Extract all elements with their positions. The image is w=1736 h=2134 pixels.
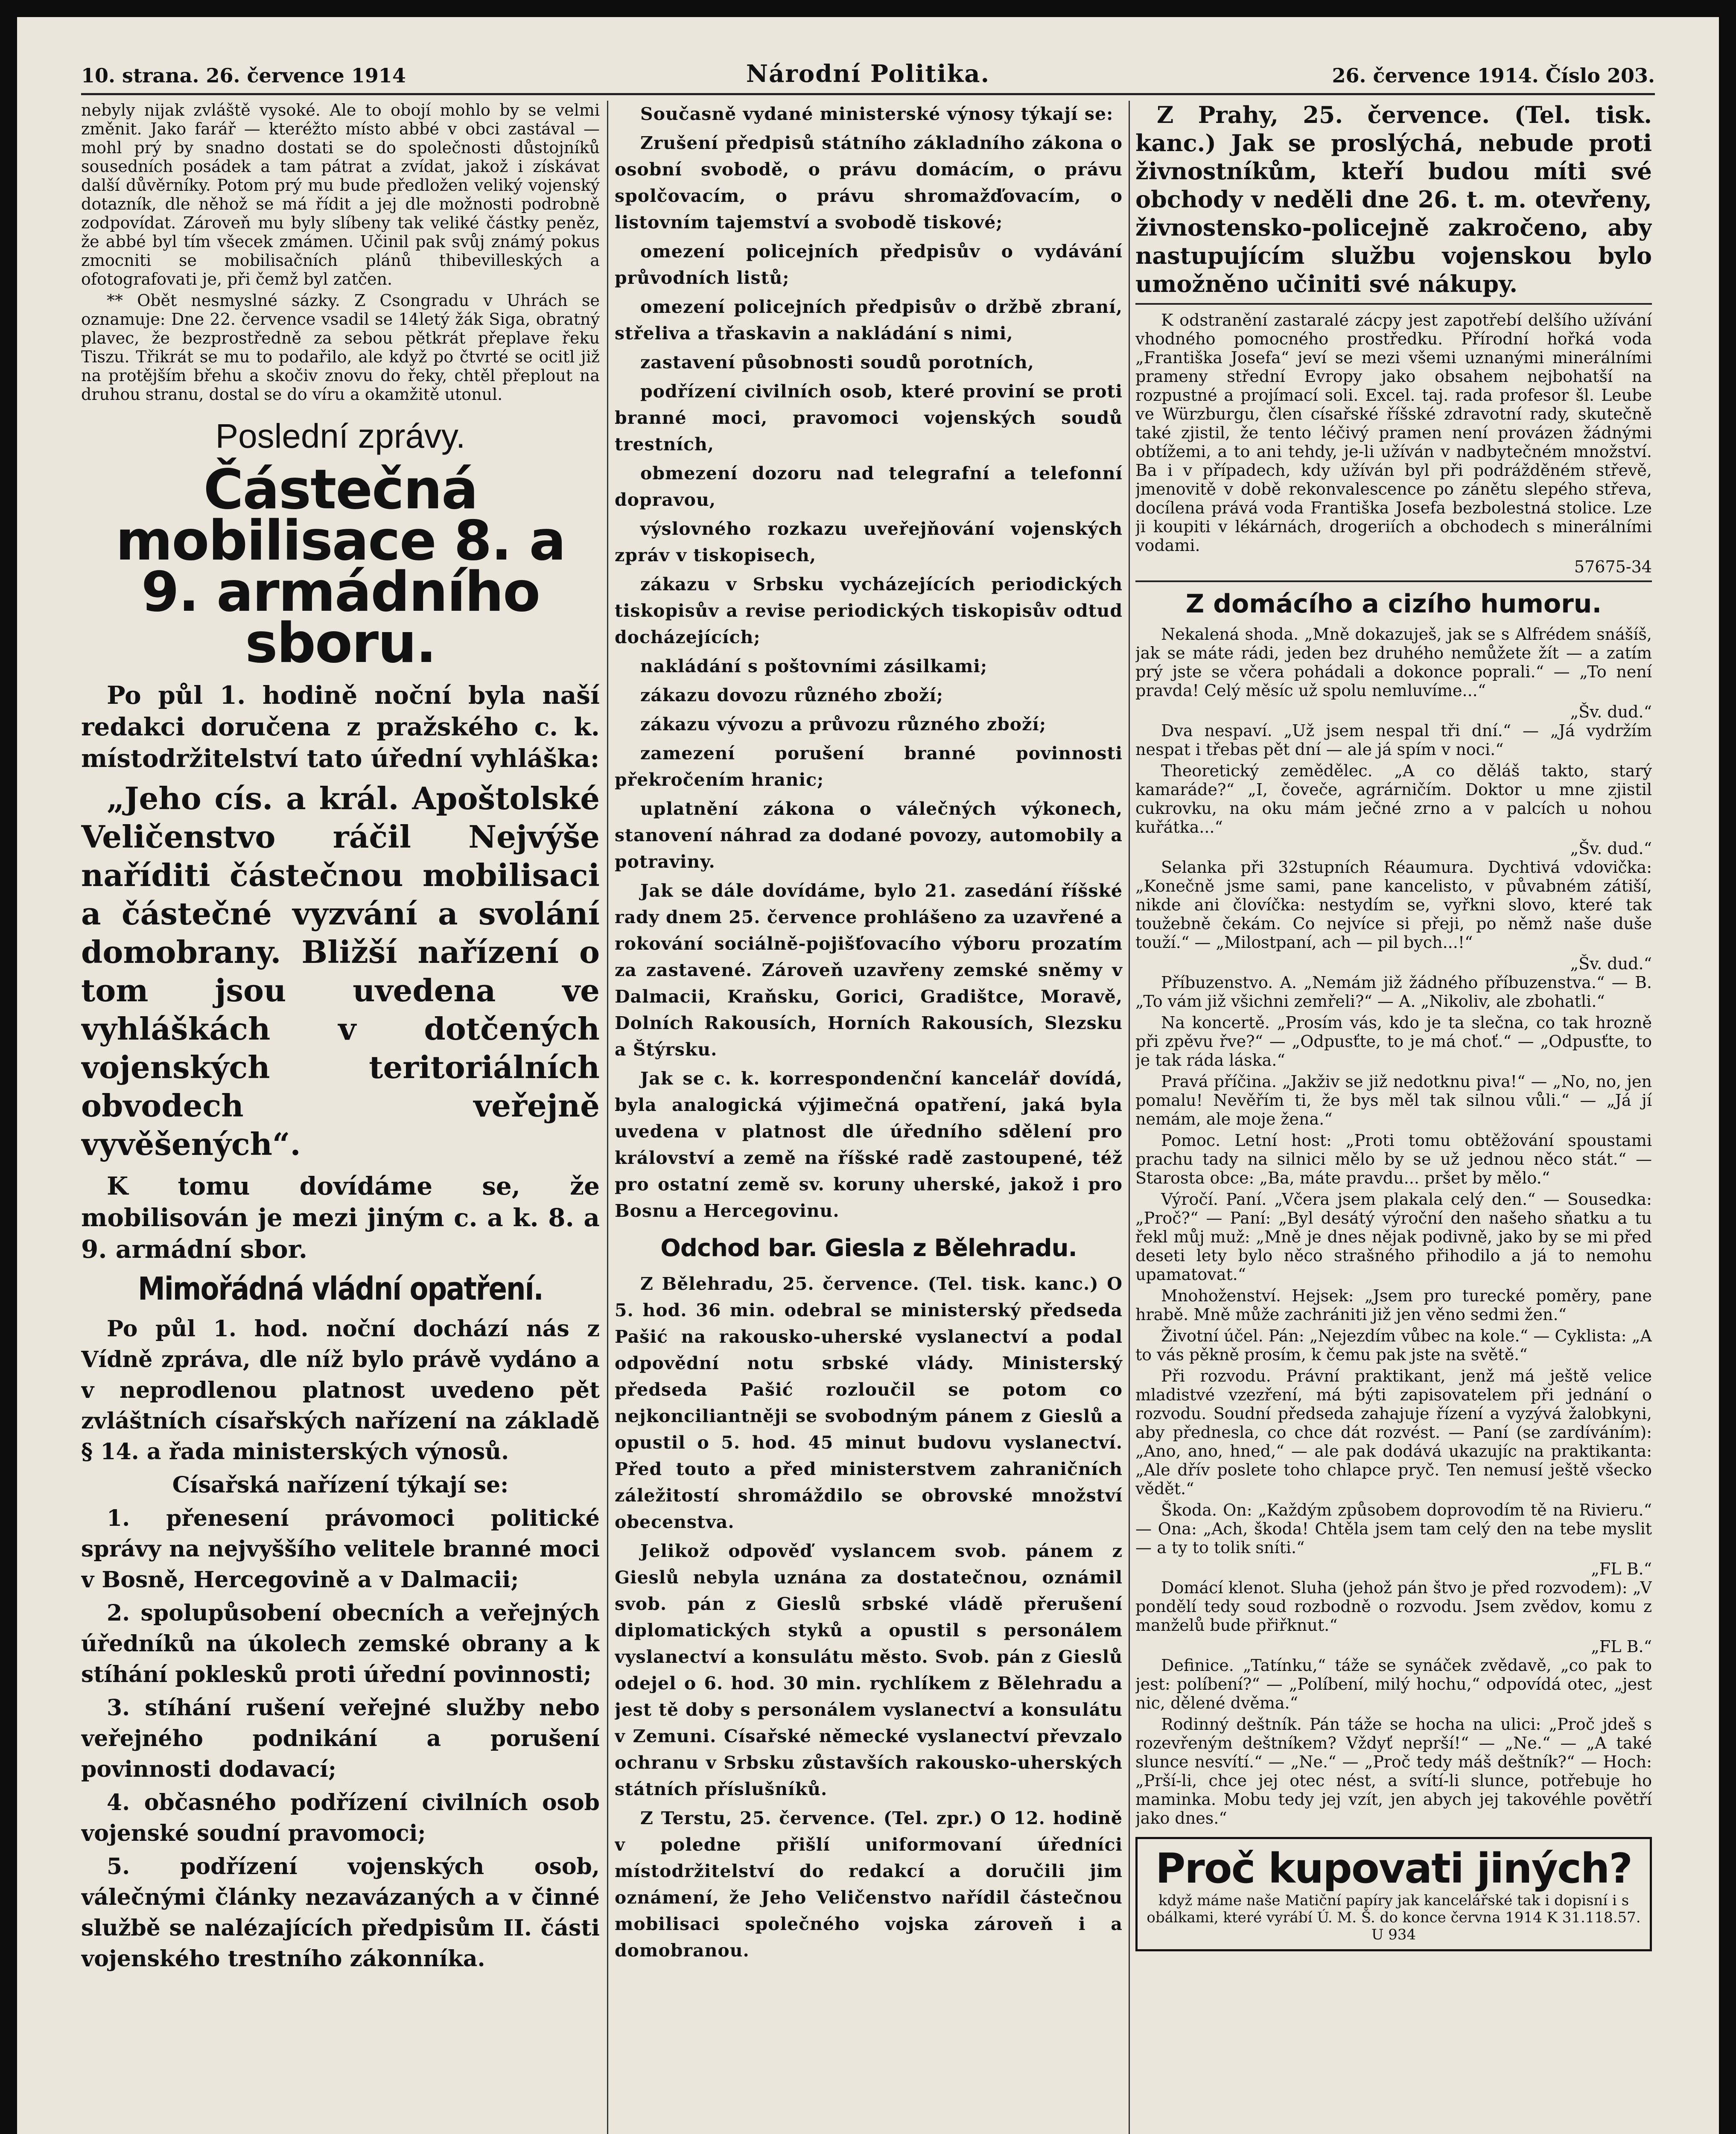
joke: Pomoc. Letní host: „Proti tomu obtěžování spoustami prachu tady na silnici mělo by se už jednou něco stát.“ — Starosta obce: „Ba, máte pravdu... pršet by mělo.“ xyxy=(1135,1131,1652,1187)
decree-item: 4. občasného podřízení civilních osob vojenské soudní pravomoci; xyxy=(81,1790,600,1846)
trieste-report: Z Terstu, 25. července. (Tel. zpr.) O 12. hodině v poledne přišlí uniformovaní úředníci místodržitelství do redakcí a doručili jim oznámení, že Jeho Veličenstvo nařídil částečnou mobilisaci společného vojska zároveň i a domobranou. xyxy=(615,1808,1123,1961)
ministerial-item: Zrušení předpisů státního základního zákona o osobní svobodě, o právu domácím, o právu spolčovacím, o právu shromažďovacím, o listovním tajemství a svobodě tiskové; xyxy=(615,133,1123,233)
advert-code: 57675-34 xyxy=(1574,557,1652,576)
advert-headline: Proč kupovati jiných? xyxy=(1155,1845,1632,1892)
joke-signature: „Šv. dud.“ xyxy=(1570,839,1652,858)
newspaper-page xyxy=(17,17,1719,2134)
joke: Nekalená shoda. „Mně dokazuješ, jak se s Alfrédem snášíš, jak se máte rádi, jeden bez druhého nemůžete žít — a zatím prý jste se včera pohádali a dokonce poprali.“ — „To není pravda! Celý měsíc už spolu nemluvíme...“ xyxy=(1135,625,1652,700)
joke: Selanka při 32stupních Réaumura. Dychtivá vdovička: „Konečně jsme sami, pane kancelisto, v půvabném zátiší, nikde ani človíčka: nestydím se, vyřkni slovo, které tak toužebně čekám. Co nejvíce si přeji, po němž naše duše touží.“ — „Milostpaní, ach — pil bych...!“ xyxy=(1135,858,1652,952)
article-continuation: nebyly nijak zvláště vysoké. Ale to obojí mohlo by se velmi změnit. Jako farář — kteréžto místo abbé v obci zastával — mohl prý by snadno dostati se do společnosti důstojníků sousedních posádek a tam pátrat a zvídat, jakož i získávat další důvěrníky. Potom prý mu bude předložen veliký vojenský dotazník, dle něhož se má řídit a jej dle možnosti podrobně zodpovídat. Zároveň mu byly slíbeny tak veliké částky peněz, že abbé byl tím všecek zmámen. Učinil pak svůj známý pokus zmocniti se mobilisačních plánů thibevilleských a ofotografovati je, při čemž byl zatčen. xyxy=(81,101,600,289)
ministerial-item: zastavení působnosti soudů porotních, xyxy=(640,352,1034,373)
joke: Při rozvodu. Právní praktikant, jenž má ještě velice mladistvé vzezření, má býti zapisovatelem při jednání o rozvodu. Soudní předseda zahajuje řízení a vyzývá žalobkyni, aby přednesla, co chce dát rozvést. — Paní (se zardíváním): „Ano, ano, hned,“ — ale pak dodává ukazujíc na praktikanta: „Ale dřív poslete toho chlapce pryč. Ten nemusí ještě všecko vědět.“ xyxy=(1135,1367,1652,1498)
headline-giesl-departure: Odchod bar. Giesla z Bělehradu. xyxy=(660,1234,1077,1262)
joke: Životní účel. Pán: „Nejezdím vůbec na kole.“ — Cyklista: „A to vás pěkně prosím, k čemu pak jste na světě.“ xyxy=(1135,1326,1652,1364)
ministerial-item: obmezení dozoru nad telegrafní a telefonní dopravou, xyxy=(615,463,1123,510)
news-hungary-measures: Jak se c. k. korrespondenční kancelář dovídá, byla analogická výjimečná opatření, jaká byla uvedena v platnost dle úředního sdělení pro království a země na říšské radě zastoupené, též pro ostatní země sv. koruny uherské, jakož i pro Bosnu a Hercegovinu. xyxy=(615,1068,1123,1221)
joke-signature: „Šv. dud.“ xyxy=(1570,703,1652,721)
ministerial-item: podřízení civilních osob, které proviní se proti branné moci, pravomoci vojenských soudů trestních, xyxy=(615,381,1123,455)
news-parliament-closed: Jak se dále dovídáme, bylo 21. zasedání říšské rady dnem 25. července prohlášeno za uzavřené a rokování sociálně-pojišťovacího výboru prozatím za zastavené. Zároveň uzavřeny zemské sněmy v Dalmacii, Kraňsku, Gorici, Gradištce, Moravě, Dolních Rakousích, Horních Rakousích, Slezsku a Štýrsku. xyxy=(615,880,1123,1060)
measures-lead: Po půl 1. hod. noční dochází nás z Vídně zpráva, dle níž bylo právě vydáno a v neprodlenou platnost uvedeno pět zvláštních císařských nařízení na základě § 14. a řada ministerských výnosů. xyxy=(81,1316,600,1465)
ministerial-lead: Současně vydané ministerské výnosy týkají se: xyxy=(640,104,1114,124)
page-header xyxy=(81,60,1655,94)
ministerial-item: omezení policejních předpisův o vydávání průvodních listů; xyxy=(615,241,1123,288)
joke: Na koncertě. „Prosím vás, kdo je ta slečna, co tak hrozně při zpěvu řve?“ — „Odpusťte, to je má choť.“ — „Odpusťte, to je tak ráda láska.“ xyxy=(1135,1013,1652,1070)
news-item-bet: ** Obět nesmyslné sázky. Z Csongradu v Uhrách se oznamuje: Dne 22. července vsadil se 14letý žák Siga, obratný plavec, že bezprostředně za sebou pětkrát přeplave řeku Tiszu. Třikrát se mu to podařilo, ale když po čtvrté se ocitl již na protějším břehu a skočiv znovu do řeky, chtěl přeplout na druhou stranu, dostal se do víru a okamžitě utonul. xyxy=(81,291,600,404)
joke: Domácí klenot. Sluha (jehož pán štvo je před rozvodem): „V pondělí tedy soud rozbodně o rozvodu. Jsem zvědov, komu z manželů bude přiřknut.“ xyxy=(1135,1578,1652,1635)
advert-text: když máme naše Matiční papíry jak kancelářské tak i dopisní i s obálkami, které vyrábí Ú. M. Š. do konce června 1914 K 31.118.57. U 934 xyxy=(1147,1892,1641,1943)
ministerial-item: zákazu dovozu různého zboží; xyxy=(640,685,944,706)
ministerial-item: zamezení porušení branné povinnosti překročením hranic; xyxy=(615,743,1123,790)
column-1 xyxy=(81,101,600,2134)
section-latest-news: Poslední zprávy. xyxy=(215,417,466,455)
joke: Výročí. Paní. „Včera jsem plakala celý den.“ — Sousedka: „Proč?“ — Paní: „Byl desátý výroční den našeho sňatku a tu řekl můj muž: „Mně je dnes nějak podivně, jako by se mi před deseti lety bylo něco strašného přihodilo a já to nemohu upamatovat.“ xyxy=(1135,1190,1652,1284)
ministerial-item: výslovného rozkazu uveřejňování vojenských zpráv v tiskopisech, xyxy=(615,519,1123,566)
joke: Škoda. On: „Každým způsobem doprovodím tě na Rivieru.“ — Ona: „Ach, škoda! Chtěla jsem tam celý den na tebe myslit — a ty to tolik sníti.“ xyxy=(1135,1501,1652,1557)
header-left: 10. strana. 26. července 1914 xyxy=(81,64,406,87)
joke-signature: „FL B.“ xyxy=(1591,1560,1652,1578)
measures-subhead: Císařská nařízení týkají se: xyxy=(172,1472,509,1498)
headline-mobilisation: Částečná mobilisace 8. a 9. armádního sboru. xyxy=(116,458,565,675)
decree-item: 2. spolupůsobení obecních a veřejných úředníků na úkolech zemské obrany a k stíhání poklesků proti úřední povinnosti; xyxy=(81,1600,600,1688)
joke: Pravá příčina. „Jakživ se již nedotknu piva!“ — „No, no, jen pomalu! Nevěřím ti, že bys měl tak silnou vůli.“ — „Já jí nemám, ale moje žena.“ xyxy=(1135,1072,1652,1128)
ministerial-item: nakládání s poštovními zásilkami; xyxy=(640,656,988,676)
ministerial-item: omezení policejních předpisův o držbě zbraní, střeliva a třaskavin a nakládání s nimi, xyxy=(615,297,1123,344)
divider xyxy=(1135,580,1652,582)
decree-item: 5. podřízení vojenských osob, válečnými články nezavázaných a v činné službě se nalézajících předpisům II. části vojenského trestního zákonníka. xyxy=(81,1854,600,1972)
column-separator-1 xyxy=(607,101,608,2134)
masthead: Národní Politika. xyxy=(746,60,990,88)
header-right: 26. července 1914. Číslo 203. xyxy=(1332,64,1655,87)
joke-signature: „FL B.“ xyxy=(1591,1637,1652,1656)
advert-matice-papers xyxy=(1135,1837,1652,1951)
column-2 xyxy=(615,101,1123,2134)
giesl-report-1: Z Bělehradu, 25. července. (Tel. tisk. kanc.) O 5. hod. 36 min. odebral se ministerský předseda Pašić na rakousko-uherské vyslanectví a podal odpovědní notu srbské vlády. Ministerský předseda Pašić rozloučil se potom co nejkonciliantněji se svobodným pánem z Gieslů a opustil o 5. hod. 45 minut budovu vyslanectví. Před touto a před ministerstvem zahraničních záležitostí shromáždilo se obrovské množství obecenstva. xyxy=(615,1274,1123,1532)
headline-extraordinary-measures: Mimořádná vládní opatření. xyxy=(138,1271,543,1308)
column-3 xyxy=(1135,101,1652,2134)
joke: Dva nespaví. „Už jsem nespal tři dní.“ — „Já vydržím nespat i třebas pět dní — ale já spím v noci.“ xyxy=(1135,721,1652,759)
joke: Definice. „Tatínku,“ táže se synáček zvědavě, „co pak to jest: políbení?“ — „Políbení, milý hochu,“ odpovídá otec, „jest nic, dělené dvěma.“ xyxy=(1135,1656,1652,1712)
ministerial-item: uplatnění zákona o válečných výkonech, stanovení náhrad za dodané povozy, automobily a potraviny. xyxy=(615,799,1123,872)
decree-item: 3. stíhání rušení veřejné služby nebo veřejného podnikání a porušení povinnosti dodavací; xyxy=(81,1695,600,1782)
advert-franz-josef-water: K odstranění zastaralé zácpy jest zapotřebí delšího užívání vhodného pomocného prostředku. Přírodní hořká voda „Františka Josefa“ jeví se mezi všemi uznanými minerálními prameny střední Evropy jako obsahem nejbohatší na rozpustné a projímací soli. Excel. taj. rada profesor šl. Leube ve Würzburgu, člen císařské říšské zdravotní rady, skutečně také zjistil, že tento léčivý pramen není provázen žádnými obtížemi, a to ani tehdy, je-li užíván v nadbytečném množství. Ba i v případech, kdy užíván byl při podrážděném střevě, jmenovitě v době rekonvalescence po zánětu slepého střeva, docílena prává voda Františka Josefa bezbolestná stolice. Lze ji koupiti v lékárnách, drogeriích a obchodech s minerálními vodami. xyxy=(1135,311,1652,555)
mobilisation-proclamation: „Jeho cís. a král. Apoštolské Veličenstvo ráčil Nejvýše naříditi částečnou mobilisaci a částečné vyzvání a svolání domobrany. Bližší nařízení o tom jsou uvedena ve vyhláškách v dotčených vojenských teritoriálních obvodech veřejně vyvěšených“. xyxy=(81,780,600,1162)
mobilisation-note: K tomu dovídáme se, že mobilisován je mezi jiným c. a k. 8. a 9. armádní sbor. xyxy=(81,1172,600,1264)
ministerial-item: zákazu v Srbsku vycházejících periodických tiskopisův a revise periodických tiskopisův odtud docházejících; xyxy=(615,574,1123,647)
decree-item: 1. přenesení právomoci politické správy na nejvyššího velitele branné moci v Bosně, Hercegovině a v Dalmacii; xyxy=(81,1505,600,1593)
joke: Příbuzenstvo. A. „Nemám již žádného příbuzenstva.“ — B. „To vám již všichni zemřeli?“ — A. „Nikoliv, ale zbohatli.“ xyxy=(1135,973,1652,1011)
column-separator-2 xyxy=(1129,101,1130,2134)
header-rule xyxy=(81,93,1655,95)
prague-report: Z Prahy, 25. července. (Tel. tisk. kanc.) Jak se proslýchá, nebude proti živnostníkům, kteří budou míti své obchody v neděli dne 26. t. m. otevřeny, živnostensko-policejně zakročeno, aby nastupujícím službu vojenskou bylo umožněno učiniti své nákupy. xyxy=(1135,101,1652,297)
joke: Rodinný deštník. Pán táže se hocha na ulici: „Proč jdeš s rozevřeným deštníkem? Vždyť neprší!“ — „Ne.“ — „A také slunce nesvítí.“ — „Ne.“ — „Proč tedy máš deštník?“ — Hoch: „Prší-li, chce jej otec nést, a svítí-li slunce, potřebuje ho maminka. Mobu tedy jej vzít, jen abych jej takovéhle povětří jako dnes.“ xyxy=(1135,1715,1652,1828)
joke-signature: „Šv. dud.“ xyxy=(1570,954,1652,973)
joke: Theoretický zemědělec. „A co děláš takto, starý kamaráde?“ „I, čoveče, agrárničím. Doktor u mne zjistil cukrovku, na oku mám ječné zrno a v palcích u nohou kuřátka...“ xyxy=(1135,761,1652,837)
ministerial-item: zákazu vývozu a průvozu různého zboží; xyxy=(640,714,1047,735)
divider xyxy=(1135,303,1652,305)
mobilisation-lead: Po půl 1. hodině noční byla naší redakci doručena z pražského c. k. místodržitelství tato úřední vyhláška: xyxy=(81,681,600,773)
headline-humor: Z domácího a cizího humoru. xyxy=(1185,589,1602,619)
giesl-report-2: Jelikož odpověď vyslancem svob. pánem z Gieslů nebyla uznána za dostatečnou, oznámil svob. pán z Gieslů srbské vládě přerušení diplomatických styků a opustil s personálem vyslanectví a konsulátu město. Svob. pán z Gieslů odejel o 6. hod. 30 min. rychlíkem z Bělehradu a jest tě doby s personálem vyslanectví a konsulátu v Zemuni. Císařské německé vyslanectví převzalo ochranu v Srbsku zůstavších rakousko-uherských státních příslušníků. xyxy=(615,1541,1123,1799)
joke: Mnohoženství. Hejsek: „Jsem pro turecké poměry, pane hrabě. Mně může zachrániti již jen věno sedmi žen.“ xyxy=(1135,1286,1652,1324)
